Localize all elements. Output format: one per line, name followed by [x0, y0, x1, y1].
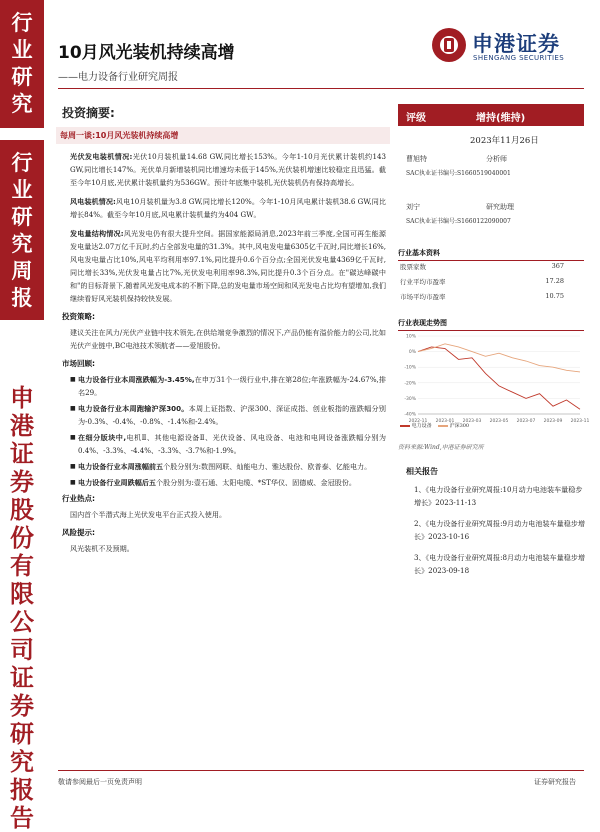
x-tick-label: 2023-01	[435, 419, 455, 424]
rating-value: 增持(维持)	[476, 113, 526, 124]
performance-chart	[398, 330, 590, 430]
market-item	[70, 373, 386, 399]
analyst-name: 刘宁	[406, 203, 420, 211]
hot-title: 行业热点:	[62, 494, 95, 503]
report-subtitle: ——电力设备行业研究周报	[58, 72, 178, 83]
related-reports	[406, 466, 586, 585]
legend-swatch-2	[438, 425, 448, 427]
sidebar-mid-label: 行业研究周报	[11, 151, 33, 310]
market-item-text: 个股分别为:壹石通、太阳电缆、*ST华仪、固德威、金冠股份。	[156, 478, 356, 487]
footer-label: 证券研究报告	[534, 778, 576, 786]
market-title: 市场回顾:	[62, 359, 95, 368]
paragraph-text: 风光发电仍有很大提升空间。据国家能源局消息,2023年前三季度,全国可再生能源发电量达2.07万亿千瓦时,约占全部发电量的31.3%。其中,风电发电量6305亿千瓦时,同比增长16%,风电发电量占比10%,风电平均利用率97.1%,同比提升0.6个百分点;全国光伏发电量4369亿千瓦时,同比增长33%,光伏发电量占比7%,光伏发电利用率98.3%,同比提升0.3个百分点。在"碳达峰碳中和"的目标背景下,随着风光发电成本的不断下降,总的发电量市场空间和风光发电占比均有望增加,我们继续看好风光装机保持较快发展。	[70, 229, 386, 303]
related-report-link[interactable]: 3、《电力设备行业研究周报:8月动力电池装车量稳步增长》2023-09-18	[414, 553, 586, 575]
paragraph-lead: 发电量结构情况:	[70, 229, 124, 238]
footer-disclaimer: 敬请参阅最后一页免责声明	[58, 778, 142, 786]
abstract-title: 投资摘要:	[62, 106, 115, 120]
x-tick-label: 2023-05	[489, 419, 509, 424]
strategy-title: 投资策略:	[62, 312, 95, 321]
market-item-lead: 在细分版块中,	[78, 433, 127, 442]
x-tick-label: 2023-09	[543, 419, 563, 424]
market-item-lead: 电力设备行业本周跑输沪深300。	[78, 404, 189, 413]
market-item-text: 在申万31个一级行业中,排在第28位;年涨跌幅为-24.67%,排名29。	[78, 375, 387, 397]
chart-source: 资料来源:Wind,申港证券研究所	[398, 444, 484, 451]
analyst-sac: SAC执业证书编号:S1660122090007	[406, 218, 511, 225]
y-tick-label: -30%	[404, 396, 416, 402]
rating-label: 评级	[406, 113, 426, 124]
basics-title: 行业基本资料	[398, 248, 584, 261]
sidebar-top-label: 行业研究	[11, 11, 33, 116]
basics-row	[400, 277, 564, 286]
related-report-link[interactable]: 1、《电力设备行业研究周报:10月动力电池装车量稳步增长》2023-11-13	[414, 485, 583, 507]
y-tick-label: -10%	[404, 365, 416, 371]
analyst-sac: SAC执业证书编号:S1660519040001	[406, 170, 511, 177]
report-date: 2023年11月26日	[470, 136, 539, 146]
paragraph-generation	[70, 227, 386, 305]
risk-title: 风险提示:	[62, 528, 95, 537]
legend-label-1: 电力设备	[411, 423, 432, 429]
sidebar-bottom-block	[0, 330, 44, 832]
paragraph-lead: 风电装机情况:	[70, 197, 116, 206]
analyst-name: 曹旭特	[406, 155, 427, 163]
market-item-lead: 电力设备行业本周涨幅前五	[78, 462, 164, 471]
logo-en-text: SHENGANG SECURITIES	[473, 54, 565, 62]
footer-divider	[58, 770, 584, 771]
x-tick-label: 2022-11	[408, 419, 428, 424]
sidebar	[0, 0, 44, 832]
basics-key: 市场平均市盈率	[400, 293, 446, 301]
market-item-lead: 电力设备行业周跌幅后五	[78, 478, 157, 487]
basics-key: 股票家数	[400, 263, 426, 271]
company-logo	[432, 24, 582, 66]
header-divider	[58, 88, 584, 89]
x-tick-label: 2023-11	[570, 419, 590, 424]
x-tick-label: 2023-03	[462, 419, 482, 424]
abstract-section	[56, 104, 390, 644]
weekly-title: 每周一谈:10月风光装机持续高增	[56, 127, 390, 144]
analyst-entry	[406, 154, 584, 202]
y-tick-label: 0%	[408, 350, 416, 356]
market-item-lead: 电力设备行业本周涨跌幅为-3.45%,	[78, 375, 195, 384]
y-tick-label: -20%	[404, 381, 416, 387]
basics-value: 17.28	[545, 277, 564, 285]
analyst-role: 研究助理	[486, 203, 514, 211]
sidebar-mid-block	[0, 140, 44, 320]
analyst-role: 分析师	[486, 155, 507, 163]
logo-cn-text: 申港证券	[472, 32, 560, 56]
y-tick-label: -40%	[404, 412, 416, 418]
legend-label-2: 沪深300	[449, 423, 470, 429]
analysts-block	[406, 154, 584, 250]
paragraph-wind	[70, 195, 386, 221]
performance-title: 行业表现走势图	[398, 318, 584, 331]
basics-value: 10.75	[545, 292, 564, 300]
paragraph-text: 光伏10月装机量14.68 GW,同比增长153%。今年1-10月光伏累计装机约143 GW,同比增长147%。光伏单月新增装机同比增速均未低于145%,光伏装机增速比较稳定且迅猛。截至今年10月底,光伏累计装机量约为536GW。预计年底集中装机,光伏装机仍有保持高增长。	[70, 152, 386, 187]
market-item	[70, 476, 386, 489]
market-item	[70, 402, 386, 428]
basics-row	[400, 292, 564, 301]
related-title: 相关报告	[406, 467, 438, 476]
chart-legend	[400, 422, 469, 429]
market-item-text: 个股分别为:数图网联、灿能电力、雅达股份、欧普泰、亿能电力。	[163, 462, 372, 471]
sidebar-bottom-label: 申港证券股份有限公司证券研究报告	[10, 384, 34, 832]
paragraph-text: 风电10月装机量为3.8 GW,同比增长120%。今年1-10月风电累计装机38.6 GW,同比增长84%。截至今年10月底,风电累计装机量约为404 GW。	[70, 197, 386, 219]
market-item	[70, 460, 386, 473]
related-report-link[interactable]: 2、《电力设备行业研究周报:9月动力电池装车量稳步增长》2023-10-16	[414, 519, 586, 541]
rating-banner	[398, 104, 584, 126]
paragraph-solar	[70, 150, 386, 189]
market-item-text: 本周上证指数、沪深300、深证成指、创业板指的涨跌幅分别为-0.3%、-0.4%、-0.8%、-1.4%和-2.4%。	[78, 404, 386, 426]
logo-icon	[432, 28, 466, 62]
market-item-text: 电机Ⅱ、其他电源设备Ⅱ、光伏设备、风电设备、电池和电网设备涨跌幅分别为0.4%、-3.3%、-4.4%、-3.3%、-3.7%和-1.9%。	[78, 433, 387, 455]
strategy-text: 建议关注在风力/光伏产业链中技术领先,在供给端竞争激烈的情况下,产品仍能有溢价能力的公司,比如光伏产业链中,BC电池技术领航者——爱旭股份。	[70, 328, 386, 350]
market-item	[70, 431, 386, 457]
report-title: 10月风光装机持续高增	[58, 43, 235, 63]
x-tick-label: 2023-07	[516, 419, 536, 424]
basics-row	[400, 262, 564, 271]
performance-chart-svg	[398, 330, 590, 430]
sidebar-top-block	[0, 0, 44, 128]
legend-swatch-1	[400, 425, 410, 427]
analyst-entry	[406, 202, 584, 250]
basics-value: 367	[551, 262, 564, 270]
basics-key: 行业平均市盈率	[400, 278, 446, 286]
y-tick-label: 10%	[405, 334, 416, 340]
risk-text: 风光装机不及预期。	[70, 544, 134, 553]
hot-text: 国内首个半潜式海上光伏发电平台正式投入使用。	[70, 510, 227, 519]
paragraph-lead: 光伏发电装机情况:	[70, 152, 133, 161]
series-line-1	[418, 347, 580, 409]
